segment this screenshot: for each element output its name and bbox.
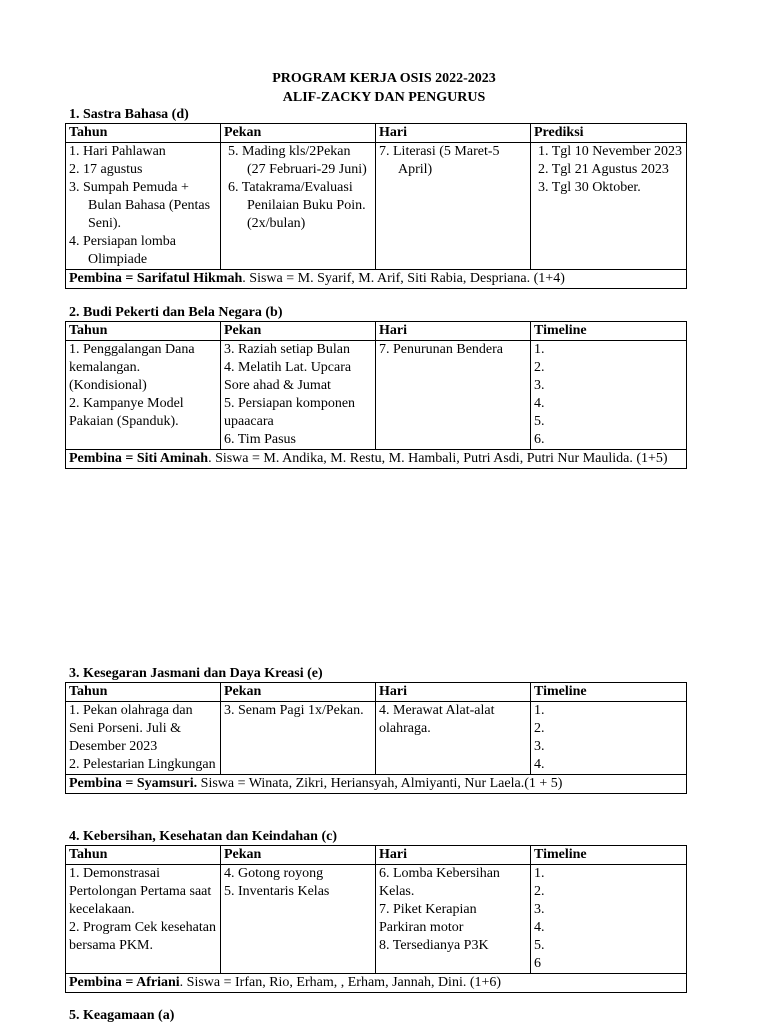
list-item: 3.: [534, 902, 545, 917]
list-item: 1.: [534, 866, 545, 881]
timeline-cell: [531, 702, 687, 775]
hari-cell: [376, 702, 531, 775]
table-header-row: [66, 846, 687, 865]
hari-cell: [376, 865, 531, 974]
list-item: 5. Persiapan komponen upaacara: [224, 396, 356, 429]
column-header: Hari: [376, 322, 531, 341]
section-title: 5. Keagamaan (a): [69, 1008, 175, 1023]
pekan-cell: [221, 702, 376, 775]
list-item: 2.: [534, 721, 545, 736]
pembina-name: Pembina = Syamsuri.: [69, 776, 198, 791]
list-item: 1. Pekan olahraga dan Seni Porseni. Juli & Desember 2023: [69, 703, 193, 754]
pembina-members: . Siswa = M. Syarif, M. Arif, Siti Rabia, Despriana. (1+4): [242, 271, 565, 286]
pembina-row: [66, 450, 687, 469]
pembina-members: . Siswa = M. Andika, M. Restu, M. Hambali, Putri Asdi, Putri Nur Maulida. (1+5): [208, 451, 668, 466]
column-header: Timeline: [531, 683, 687, 702]
section-title: 4. Kebersihan, Kesehatan dan Keindahan (c): [69, 829, 337, 844]
pembina-cell: [66, 974, 687, 993]
program-table: [65, 123, 687, 289]
pekan-cell: [221, 341, 376, 450]
list-item: 1. Hari Pahlawan: [69, 144, 166, 159]
pembina-name: Pembina = Afriani: [69, 975, 180, 990]
column-header: Timeline: [531, 846, 687, 865]
pembina-name: Pembina = Sarifatul Hikmah: [69, 271, 243, 286]
list-item: 3. Sumpah Pemuda + Bulan Bahasa (Pentas Seni).: [69, 180, 211, 231]
list-item: 4.: [534, 920, 545, 935]
list-item: 6.: [534, 432, 545, 447]
table-row: [66, 702, 687, 775]
pekan-cell: [221, 865, 376, 974]
pembina-name: Pembina = Siti Aminah: [69, 451, 209, 466]
hari-cell: [376, 341, 531, 450]
list-item: 3. Raziah setiap Bulan: [224, 342, 350, 357]
list-item: 6. Lomba Kebersihan Kelas.: [379, 866, 500, 899]
column-header: Tahun: [66, 124, 221, 143]
list-item: 1. Penggalangan Dana kemalangan. (Kondisional): [69, 342, 195, 393]
table-header-row: [66, 683, 687, 702]
table-header-row: [66, 124, 687, 143]
tahun-cell: [66, 865, 221, 974]
tahun-cell: [66, 341, 221, 450]
column-header: Tahun: [66, 846, 221, 865]
timeline-cell: [531, 341, 687, 450]
list-item: 4.: [534, 396, 545, 411]
list-item: 3. Senam Pagi 1x/Pekan.: [224, 703, 364, 718]
table-row: [66, 143, 687, 270]
document-subtitle: ALIF-ZACKY DAN PENGURUS: [282, 90, 486, 105]
list-item: 2. Tgl 21 Agustus 2023: [538, 162, 669, 177]
pembina-row: [66, 270, 687, 289]
list-item: 6. Tatakrama/Evaluasi Penilaian Buku Poin. (2x/bulan): [228, 180, 366, 231]
list-item: 4. Persiapan lomba Olimpiade: [69, 234, 176, 267]
section-title: 2. Budi Pekerti dan Bela Negara (b): [69, 305, 283, 320]
list-item: 3.: [534, 378, 545, 393]
table-row: [66, 865, 687, 974]
list-item: 6: [534, 956, 541, 971]
column-header: Pekan: [221, 322, 376, 341]
list-item: 8. Tersedianya P3K: [379, 938, 489, 953]
list-item: 2. Kampanye Model Pakaian (Spanduk).: [69, 396, 184, 429]
list-item: 1.: [534, 703, 545, 718]
list-item: 1. Tgl 10 Nevember 2023: [538, 144, 682, 159]
column-header: Pekan: [221, 124, 376, 143]
list-item: 2.: [534, 360, 545, 375]
list-item: 2. Program Cek kesehatan bersama PKM.: [69, 920, 216, 953]
pembina-members: . Siswa = Irfan, Rio, Erham, , Erham, Jannah, Dini. (1+6): [179, 975, 502, 990]
list-item: 6. Tim Pasus: [224, 432, 296, 447]
list-item: 2.: [534, 884, 545, 899]
section-title: 3. Kesegaran Jasmani dan Daya Kreasi (e): [69, 666, 323, 681]
section-title: 1. Sastra Bahasa (d): [69, 107, 189, 122]
list-item: 4. Melatih Lat. Upcara Sore ahad & Jumat: [224, 360, 352, 393]
column-header: Prediksi: [531, 124, 687, 143]
list-item: 3. Tgl 30 Oktober.: [538, 180, 641, 195]
column-header: Hari: [376, 846, 531, 865]
column-header: Pekan: [221, 683, 376, 702]
tahun-cell: [66, 143, 221, 270]
list-item: 5.: [534, 414, 545, 429]
list-item: 7. Literasi (5 Maret-5 April): [379, 144, 500, 177]
list-item: 7. Piket Kerapian Parkiran motor: [379, 902, 477, 935]
list-item: 4.: [534, 757, 545, 772]
column-header: Tahun: [66, 683, 221, 702]
pembina-members: Siswa = Winata, Zikri, Heriansyah, Almiyanti, Nur Laela.(1 + 5): [197, 776, 563, 791]
program-table: [65, 682, 687, 794]
timeline-cell: [531, 865, 687, 974]
list-item: 1.: [534, 342, 545, 357]
column-header: Timeline: [531, 322, 687, 341]
tahun-cell: [66, 702, 221, 775]
hari-cell: [376, 143, 531, 270]
pembina-cell: [66, 775, 687, 794]
list-item: 2. Pelestarian Lingkungan: [69, 757, 216, 772]
column-header: Hari: [376, 683, 531, 702]
list-item: 4. Merawat Alat-alat olahraga.: [379, 703, 495, 736]
pembina-row: [66, 775, 687, 794]
pembina-cell: [66, 270, 687, 289]
prediksi-cell: [531, 143, 687, 270]
list-item: 3.: [534, 739, 545, 754]
list-item: 1. Demonstrasai Pertolongan Pertama saat kecelakaan.: [69, 866, 212, 917]
column-header: Hari: [376, 124, 531, 143]
table-row: [66, 341, 687, 450]
table-header-row: [66, 322, 687, 341]
program-table: [65, 845, 687, 993]
pekan-cell: [221, 143, 376, 270]
list-item: 4. Gotong royong: [224, 866, 324, 881]
column-header: Tahun: [66, 322, 221, 341]
list-item: 5. Inventaris Kelas: [224, 884, 330, 899]
program-table: [65, 321, 687, 469]
pembina-cell: [66, 450, 687, 469]
list-item: 5.: [534, 938, 545, 953]
list-item: 7. Penurunan Bendera: [379, 342, 504, 357]
document-title: PROGRAM KERJA OSIS 2022-2023: [272, 71, 496, 86]
column-header: Pekan: [221, 846, 376, 865]
pembina-row: [66, 974, 687, 993]
list-item: 5. Mading kls/2Pekan (27 Februari-29 Juni): [228, 144, 367, 177]
list-item: 2. 17 agustus: [69, 162, 143, 177]
